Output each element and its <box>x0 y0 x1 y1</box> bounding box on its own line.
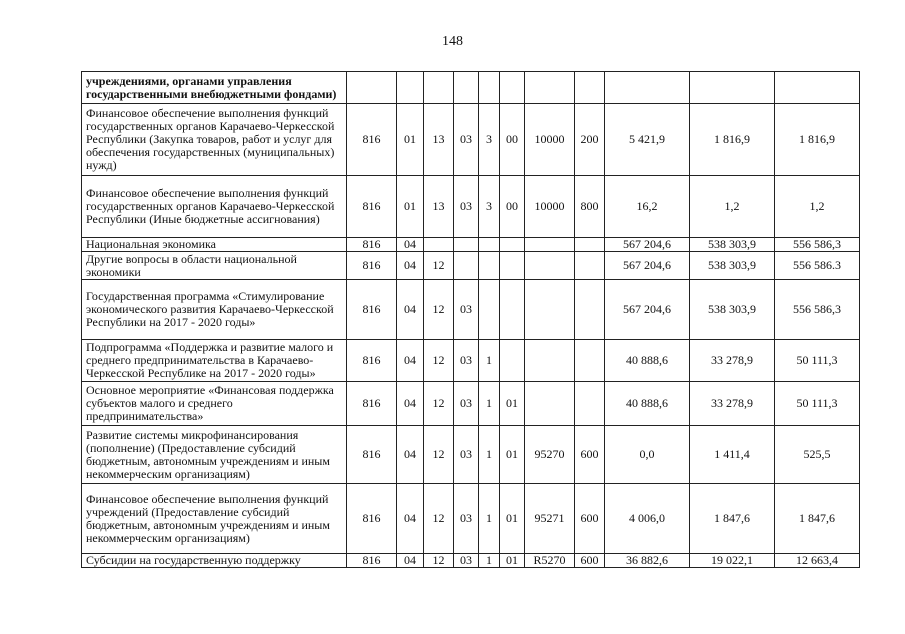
ministry-code: 816 <box>347 176 397 238</box>
expense-kind-code <box>575 252 605 280</box>
subsection-code: 12 <box>424 252 454 280</box>
amount-2019: 556 586,3 <box>775 280 860 340</box>
expense-kind-code: 600 <box>575 484 605 554</box>
ministry-code: 816 <box>347 382 397 426</box>
main-event-code <box>500 280 525 340</box>
row-name: Основное мероприятие «Финансовая поддержка субъектов малого и среднего предпринимательства» <box>82 382 347 426</box>
subsection-code: 12 <box>424 280 454 340</box>
table-row <box>82 176 860 238</box>
subprogram-code: 3 <box>479 104 500 176</box>
direction-code: R5270 <box>525 554 575 568</box>
row-name: учреждениями, органами управления государственными внебюджетными фондами) <box>82 72 347 104</box>
expense-kind-code <box>575 340 605 382</box>
program-code: 03 <box>454 426 479 484</box>
subsection-code: 13 <box>424 176 454 238</box>
row-name: Финансовое обеспечение выполнения функций государственных органов Карачаево-Черкесской Республики (Закупка товаров, работ и услуг для обеспечения государственных (муниципальных) нужд) <box>82 104 347 176</box>
main-event-code: 01 <box>500 554 525 568</box>
amount-2018: 33 278,9 <box>690 340 775 382</box>
subsection-code: 12 <box>424 340 454 382</box>
table-row <box>82 104 860 176</box>
program-code <box>454 252 479 280</box>
amount-2017: 567 204,6 <box>605 252 690 280</box>
amount-2019: 1 816,9 <box>775 104 860 176</box>
row-name: Финансовое обеспечение выполнения функций учреждений (Предоставление субсидий бюджетным, автономным учреждениям и иным некоммерческим организациям) <box>82 484 347 554</box>
table-row <box>82 426 860 484</box>
amount-2019: 525,5 <box>775 426 860 484</box>
row-name: Субсидии на государственную поддержку <box>82 554 347 568</box>
section-code: 04 <box>397 252 424 280</box>
expense-kind-code <box>575 238 605 252</box>
page-number: 148 <box>442 34 463 49</box>
amount-2017: 567 204,6 <box>605 238 690 252</box>
section-code: 01 <box>397 176 424 238</box>
table-row <box>82 252 860 280</box>
amount-2017 <box>605 72 690 104</box>
row-name: Национальная экономика <box>82 238 347 252</box>
table-row <box>82 484 860 554</box>
amount-2017: 40 888,6 <box>605 340 690 382</box>
amount-2018 <box>690 72 775 104</box>
amount-2017: 40 888,6 <box>605 382 690 426</box>
amount-2018: 1 816,9 <box>690 104 775 176</box>
row-name: Подпрограмма «Поддержка и развитие малого и среднего предпринимательства в Карачаево-Черкесской Республике на 2017 - 2020 годы» <box>82 340 347 382</box>
main-event-code: 01 <box>500 426 525 484</box>
amount-2018: 1 847,6 <box>690 484 775 554</box>
subprogram-code <box>479 238 500 252</box>
subprogram-code: 3 <box>479 176 500 238</box>
section-code: 04 <box>397 484 424 554</box>
program-code <box>454 72 479 104</box>
direction-code: 95270 <box>525 426 575 484</box>
subprogram-code <box>479 280 500 340</box>
subsection-code <box>424 72 454 104</box>
amount-2017: 16,2 <box>605 176 690 238</box>
amount-2019: 556 586.3 <box>775 252 860 280</box>
section-code <box>397 72 424 104</box>
direction-code <box>525 238 575 252</box>
amount-2019: 50 111,3 <box>775 382 860 426</box>
ministry-code: 816 <box>347 238 397 252</box>
amount-2018: 1,2 <box>690 176 775 238</box>
direction-code <box>525 280 575 340</box>
amount-2018: 538 303,9 <box>690 280 775 340</box>
ministry-code: 816 <box>347 426 397 484</box>
section-code: 04 <box>397 426 424 484</box>
program-code: 03 <box>454 382 479 426</box>
expense-kind-code: 600 <box>575 426 605 484</box>
amount-2017: 4 006,0 <box>605 484 690 554</box>
amount-2018: 538 303,9 <box>690 252 775 280</box>
subsection-code: 13 <box>424 104 454 176</box>
amount-2019: 556 586,3 <box>775 238 860 252</box>
subprogram-code <box>479 72 500 104</box>
expense-kind-code <box>575 382 605 426</box>
subsection-code <box>424 238 454 252</box>
subsection-code: 12 <box>424 484 454 554</box>
program-code: 03 <box>454 340 479 382</box>
ministry-code: 816 <box>347 280 397 340</box>
table-row <box>82 72 860 104</box>
amount-2017: 0,0 <box>605 426 690 484</box>
amount-2018: 19 022,1 <box>690 554 775 568</box>
program-code: 03 <box>454 484 479 554</box>
amount-2017: 5 421,9 <box>605 104 690 176</box>
section-code: 01 <box>397 104 424 176</box>
program-code: 03 <box>454 554 479 568</box>
program-code: 03 <box>454 280 479 340</box>
expense-kind-code: 800 <box>575 176 605 238</box>
row-name: Государственная программа «Стимулирование экономического развития Карачаево-Черкесской Республики на 2017 - 2020 годы» <box>82 280 347 340</box>
subprogram-code: 1 <box>479 426 500 484</box>
direction-code <box>525 382 575 426</box>
direction-code <box>525 72 575 104</box>
program-code: 03 <box>454 104 479 176</box>
amount-2019: 1 847,6 <box>775 484 860 554</box>
subprogram-code: 1 <box>479 554 500 568</box>
expense-kind-code: 600 <box>575 554 605 568</box>
main-event-code: 01 <box>500 484 525 554</box>
ministry-code: 816 <box>347 484 397 554</box>
direction-code: 95271 <box>525 484 575 554</box>
subsection-code: 12 <box>424 426 454 484</box>
expense-kind-code: 200 <box>575 104 605 176</box>
table-row <box>82 238 860 252</box>
direction-code: 10000 <box>525 176 575 238</box>
program-code: 03 <box>454 176 479 238</box>
amount-2017: 36 882,6 <box>605 554 690 568</box>
program-code <box>454 238 479 252</box>
row-name: Финансовое обеспечение выполнения функций государственных органов Карачаево-Черкесской Республики (Иные бюджетные ассигнования) <box>82 176 347 238</box>
expense-kind-code <box>575 280 605 340</box>
main-event-code: 00 <box>500 104 525 176</box>
amount-2019: 50 111,3 <box>775 340 860 382</box>
table-row <box>82 340 860 382</box>
table-row <box>82 382 860 426</box>
subsection-code: 12 <box>424 554 454 568</box>
subprogram-code: 1 <box>479 340 500 382</box>
amount-2018: 33 278,9 <box>690 382 775 426</box>
main-event-code: 00 <box>500 176 525 238</box>
section-code: 04 <box>397 238 424 252</box>
main-event-code <box>500 252 525 280</box>
row-name: Другие вопросы в области национальной экономики <box>82 252 347 280</box>
section-code: 04 <box>397 554 424 568</box>
ministry-code: 816 <box>347 554 397 568</box>
ministry-code <box>347 72 397 104</box>
ministry-code: 816 <box>347 104 397 176</box>
ministry-code: 816 <box>347 340 397 382</box>
section-code: 04 <box>397 382 424 426</box>
direction-code <box>525 252 575 280</box>
table-row <box>82 280 860 340</box>
main-event-code: 01 <box>500 382 525 426</box>
ministry-code: 816 <box>347 252 397 280</box>
amount-2018: 1 411,4 <box>690 426 775 484</box>
main-event-code <box>500 72 525 104</box>
main-event-code <box>500 340 525 382</box>
table-row <box>82 554 860 568</box>
direction-code <box>525 340 575 382</box>
amount-2018: 538 303,9 <box>690 238 775 252</box>
section-code: 04 <box>397 340 424 382</box>
subprogram-code <box>479 252 500 280</box>
amount-2019: 12 663,4 <box>775 554 860 568</box>
row-name: Развитие системы микрофинансирования (пополнение) (Предоставление субсидий бюджетным, автономным учреждениям и иным некоммерческим организациям) <box>82 426 347 484</box>
budget-table <box>81 71 860 568</box>
expense-kind-code <box>575 72 605 104</box>
direction-code: 10000 <box>525 104 575 176</box>
main-event-code <box>500 238 525 252</box>
amount-2017: 567 204,6 <box>605 280 690 340</box>
amount-2019 <box>775 72 860 104</box>
subsection-code: 12 <box>424 382 454 426</box>
subprogram-code: 1 <box>479 484 500 554</box>
section-code: 04 <box>397 280 424 340</box>
subprogram-code: 1 <box>479 382 500 426</box>
amount-2019: 1,2 <box>775 176 860 238</box>
